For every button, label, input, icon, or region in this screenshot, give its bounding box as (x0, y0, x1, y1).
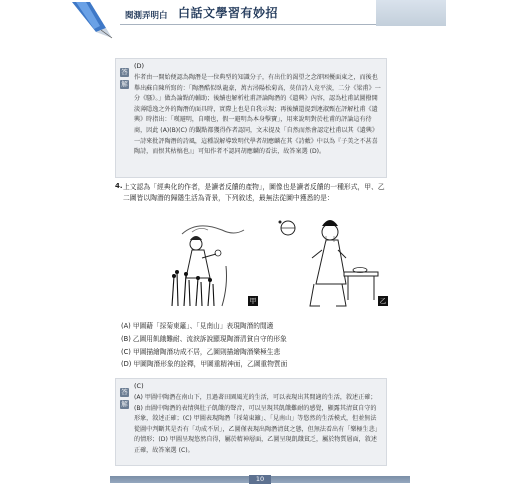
answer-box-2 (115, 378, 387, 466)
figure-a-tag: 甲 (249, 297, 257, 305)
header-label: 閱測弄明白 (125, 11, 168, 21)
option-b: (B) 乙圖用飢餓難耐、流淚訴說顯現陶潛清貧自守的形象 (121, 334, 287, 343)
explanation-line-1: (A) 甲圖中陶潛在南山下，且過著田園風光的生活，可以表現出其閒適的生活，敘述正確； (134, 394, 377, 401)
question-number: 4. (115, 182, 123, 190)
explanation-text: 作者由一開始便認為陶潛是一位典型的知識分子，有出仕的渴望之念卻困擾面東之，而後也舉出蘇自陳所寫的：「陶潛酷似臥龍豪，萬古潯陽松菊高，莫信詩人竟平淡，二分《梁甫》一分《騷》。」做為論點的輔助；後續也解析杜甫評論陶潛的《遺興》內容，認為杜甫試圖撥開淡薄隱逸之外的陶潛的面具時，實際上也是自我示現；再後續還提到連淑甄在評解杜甫《遺興》時指出：「嘆避明，自嘲也，假一避明為本身擊寶」，用來說明對於杜甫的評論這有待商，因此 (A)(B)(C) 的觀點都獲得作者認同，文末提及「自然而然會認定杜甫以其《遺興》一詩來批評陶潛的詩風，這種誤解導致明代學者胡應麟在其《詩藪》中以為『子美之不甚喜陶詩，而恨其枯槁也』」可知作者不認同胡應麟的看法，故答案選 (D)。 (134, 74, 381, 156)
figure-b-illustration (268, 210, 383, 310)
options-list (121, 320, 387, 371)
option-a: (A) 甲圖藉「採菊東籬」、「見南山」表現陶潛的閒適 (121, 322, 274, 330)
fountain-pen-icon (66, 0, 126, 40)
explain-tag: 解 (121, 400, 128, 408)
figure-b-tag: 乙 (379, 297, 387, 305)
answer-value: (C) (134, 382, 144, 390)
answer-value: (D) (134, 62, 145, 70)
explanation-line-2: (B) 由圖中陶潛的表情與肚子飢餓的聲音，可以呈現其飢餓難耐的感覺，顯露其清貧自守的形象，敘述正確；(C) 甲圖表現陶潛「採菊東籬」、「見南山」等悠然的生活模式，但並無法從圖中判斷其是否有「功成不居」，乙圖僅表現出陶潛清貧之態，但無法看出有「樂極生悲」的情形；(D) 甲圖呈現悠然自得，屬於精神層面，乙圖呈現飢餓貧乏，屬於物質層面，敘述正確，故答案選 (C)。 (134, 404, 381, 454)
figure-a-illustration (152, 214, 252, 310)
option-d: (D) 甲圖陶潛形象的詮釋，甲圖重精神面，乙圖重物質面 (121, 360, 288, 369)
option-c: (C) 甲圖描繪陶潛功成不居，乙圖則描繪陶潛樂極生悲 (121, 347, 281, 356)
header-divider (120, 24, 380, 25)
header-tab (376, 0, 446, 26)
question-text: 上文認為「經典化的作者，是讀者反饋的產物」，圖像也是讀者反饋的一種形式，甲、乙二圖皆以陶潛的歸隱生活為背景，下列敘述，最無法從圖中獲悉的是： (123, 183, 385, 202)
explain-tag: 解 (121, 80, 128, 88)
answer-tag: 答 (121, 388, 128, 396)
answer-box-1 (115, 58, 387, 178)
header-title: 白話文學習有妙招 (178, 6, 279, 20)
page-number: 10 (249, 475, 271, 484)
answer-tag: 答 (121, 68, 128, 76)
